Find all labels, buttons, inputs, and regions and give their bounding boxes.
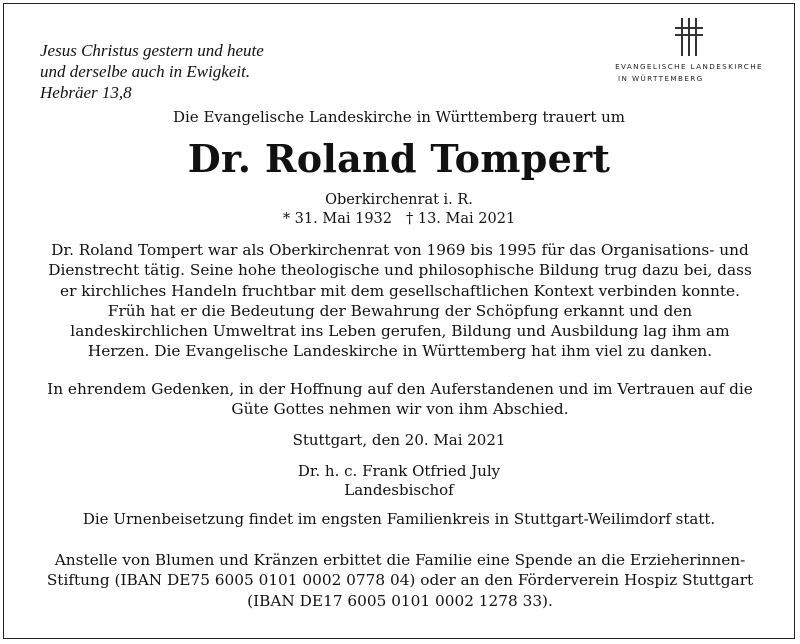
paragraph-line: (IBAN DE17 6005 0101 0002 1278 33). <box>247 591 553 610</box>
verse-reference: Hebräer 13,8 <box>40 83 132 102</box>
bible-verse <box>40 40 264 103</box>
signer-name: Dr. h. c. Frank Otfried July <box>297 462 501 480</box>
birth-date: * 31. Mai 1932 <box>282 211 392 227</box>
paragraph-line: Früh hat er die Bedeutung der Bewahrung der Schöpfung erkannt und den <box>107 301 693 320</box>
deceased-title: Oberkirchenrat i. R. <box>325 192 473 208</box>
tribute-paragraph <box>24 240 776 362</box>
deceased-name: Dr. Roland Tompert <box>187 136 611 181</box>
church-logo <box>604 18 774 83</box>
cross-icon <box>675 18 703 56</box>
donation-paragraph <box>24 550 776 611</box>
urn-burial-note: Die Urnenbeisetzung findet im engsten Familienkreis in Stuttgart-Weilimdorf statt. <box>82 510 716 528</box>
paragraph-line: Dienstrecht tätig. Seine hohe theologische und philosophische Bildung trug dazu bei, dass <box>48 261 752 280</box>
signer-block <box>4 462 794 500</box>
paragraph-line: Güte Gottes nehmen wir von ihm Abschied. <box>231 400 569 419</box>
paragraph-line: Herzen. Die Evangelische Landeskirche in Württemberg hat ihm viel zu danken. <box>87 342 713 361</box>
verse-line: und derselbe auch in Ewigkeit. <box>40 62 251 81</box>
paragraph-line: Anstelle von Blumen und Kränzen erbittet die Familie eine Spende an die Erzieherinnen- <box>54 551 746 569</box>
paragraph-line: landeskirchlichen Umweltrat ins Leben gerufen, Bildung und Ausbildung lag ihm am <box>70 322 730 341</box>
logo-line-2: IN WÜRTTEMBERG <box>618 74 704 83</box>
verse-line: Jesus Christus gestern und heute <box>40 41 264 60</box>
logo-line-1: EVANGELISCHE LANDESKIRCHE <box>615 62 763 71</box>
paragraph-line: In ehrendem Gedenken, in der Hoffnung auf den Auferstandenen und im Vertrauen auf die <box>47 380 753 398</box>
intro-line: Die Evangelische Landeskirche in Württemberg trauert um <box>172 108 626 126</box>
paragraph-line: Dr. Roland Tompert war als Oberkirchenrat von 1969 bis 1995 für das Organisations- und <box>51 241 749 259</box>
place-date: Stuttgart, den 20. Mai 2021 <box>292 431 506 449</box>
farewell-paragraph <box>24 379 776 420</box>
paragraph-line: er kirchliches Handeln fruchtbar mit dem gesellschaftlichen Kontext verbinden konnte. <box>60 281 740 300</box>
obituary-notice <box>3 3 795 639</box>
signer-role: Landesbischof <box>344 481 454 499</box>
death-date: † 13. Mai 2021 <box>406 211 516 227</box>
life-dates <box>4 211 794 227</box>
paragraph-line: Stiftung (IBAN DE75 6005 0101 0002 0778 04) oder an den Förderverein Hospiz Stuttgart <box>46 571 754 590</box>
